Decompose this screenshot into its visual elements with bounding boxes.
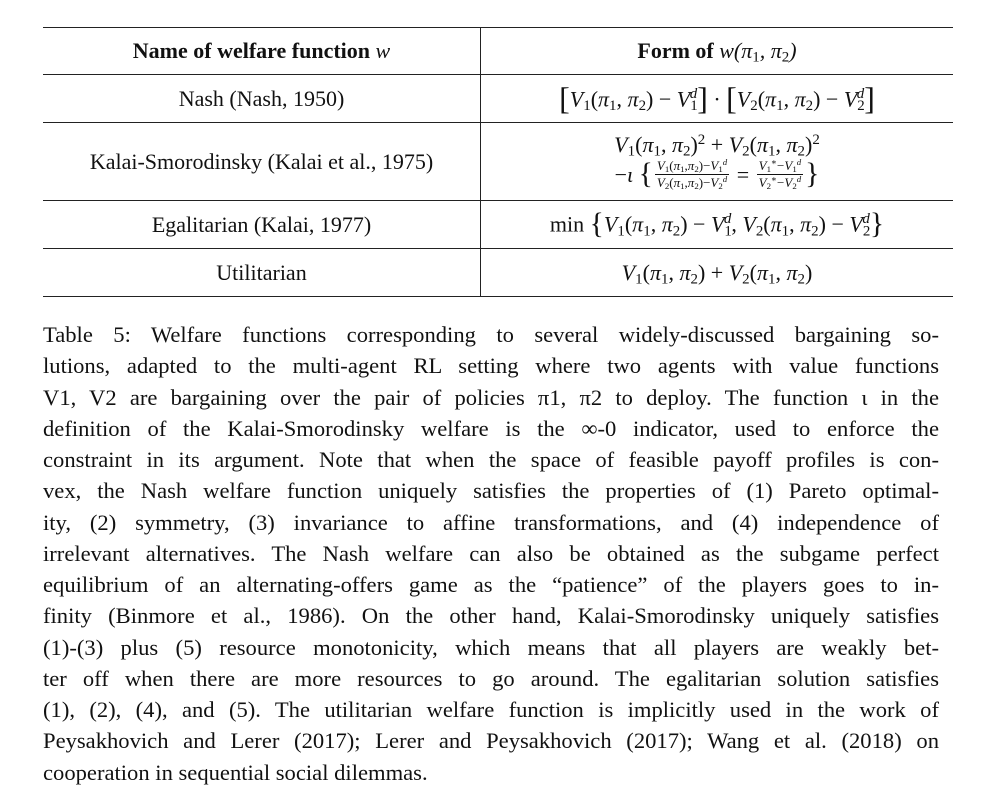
row-name-kalai-smorodinsky: Kalai-Smorodinsky (Kalai et al., 1975) <box>89 148 434 174</box>
table-rule-bottom <box>43 296 953 297</box>
caption-line: Peysakhovich and Lerer (2017); Lerer and Peysakhovich (2017); Wang et al. (2018) on <box>43 728 939 754</box>
caption-line: definition of the Kalai-Smorodinsky welfare is the ∞-0 indicator, used to enforce the <box>43 415 939 441</box>
row-name-egalitarian: Egalitarian (Kalai, 1977) <box>151 211 372 237</box>
caption-line: ter off when there are more resources to go around. The egalitarian solution satisfies <box>43 665 939 691</box>
caption-line: irrelevant alternatives. The Nash welfare can also be obtained as the subgame perfect <box>43 540 939 566</box>
header-form-expr: $w(\pi_1$, $\pi_2$) <box>719 37 797 66</box>
header-name-var: w <box>375 37 391 63</box>
header-name-column <box>43 27 480 74</box>
caption-line: (1), (2), (4), and (5). The utilitarian welfare function is implicitly used in the work of <box>43 697 939 722</box>
header-form-label: Form of <box>637 37 714 63</box>
caption-line: vex, the Nash welfare function uniquely satisfies the properties of (1) Pareto optimal- <box>43 478 939 504</box>
caption-line: cooperation in sequential social dilemmas. <box>43 759 428 785</box>
caption-line: ity, (2) symmetry, (3) invariance to affine transformations, and (4) independence of <box>43 509 939 535</box>
caption-line: equilibrium of an alternating-offers game as the “patience” of the players goes to in- <box>43 572 939 597</box>
caption-line: lutions, adapted to the multi-agent RL setting where two agents with value functions <box>43 353 939 379</box>
formula-utilitarian: $V_1(\pi_1$, $\pi_2) + V_2(\pi_1$, $\pi_2$) <box>621 259 813 288</box>
header-name-label: Name of welfare function <box>132 37 371 63</box>
table-caption <box>43 319 939 788</box>
row-name-nash: Nash (Nash, 1950) <box>178 85 345 111</box>
caption-line: Table 5: Welfare functions corresponding to several widely-discussed bargaining so- <box>43 322 939 347</box>
formula-kalai-smorodinsky: $V_1(\pi_1$, $\pi_2)^2 + V_2(\pi_1$, $\pi_2)^2$ − ι { $\frac{V_1(\pi_1,\pi_2)-V_1^d}{V_2(\pi_1,\pi_2)-V_2^d}$ = $\frac{V_1^∗-V_1^d}{V_2^∗-V_2^d}$ } <box>614 132 820 192</box>
formula-egalitarian: $\min \{V_1(\pi_1$, $\pi_2) - V_1^d$, $V_2(\pi_1$, $\pi_2) - V_2^d$} <box>549 208 885 240</box>
header-form-column <box>481 27 953 74</box>
formula-nash: [$V_1(\pi_1$, $\pi_2) - V_1^d] \cdot [V_2(\pi_1$, $\pi_2) - V_2^d$] <box>559 80 875 116</box>
caption-line: (1)-(3) plus (5) resource monotonicity, which means that all players are weakly bet- <box>43 634 939 660</box>
caption-line: finity (Binmore et al., 1986). On the other hand, Kalai-Smorodinsky uniquely satisfies <box>43 603 939 629</box>
caption-line: constraint in its argument. Note that when the space of feasible payoff profiles is con- <box>43 447 939 472</box>
row-name-utilitarian: Utilitarian <box>216 259 307 285</box>
caption-line: V1, V2 are bargaining over the pair of policies π1, π2 to deploy. The function ι in the <box>43 384 939 410</box>
welfare-table <box>43 27 953 297</box>
